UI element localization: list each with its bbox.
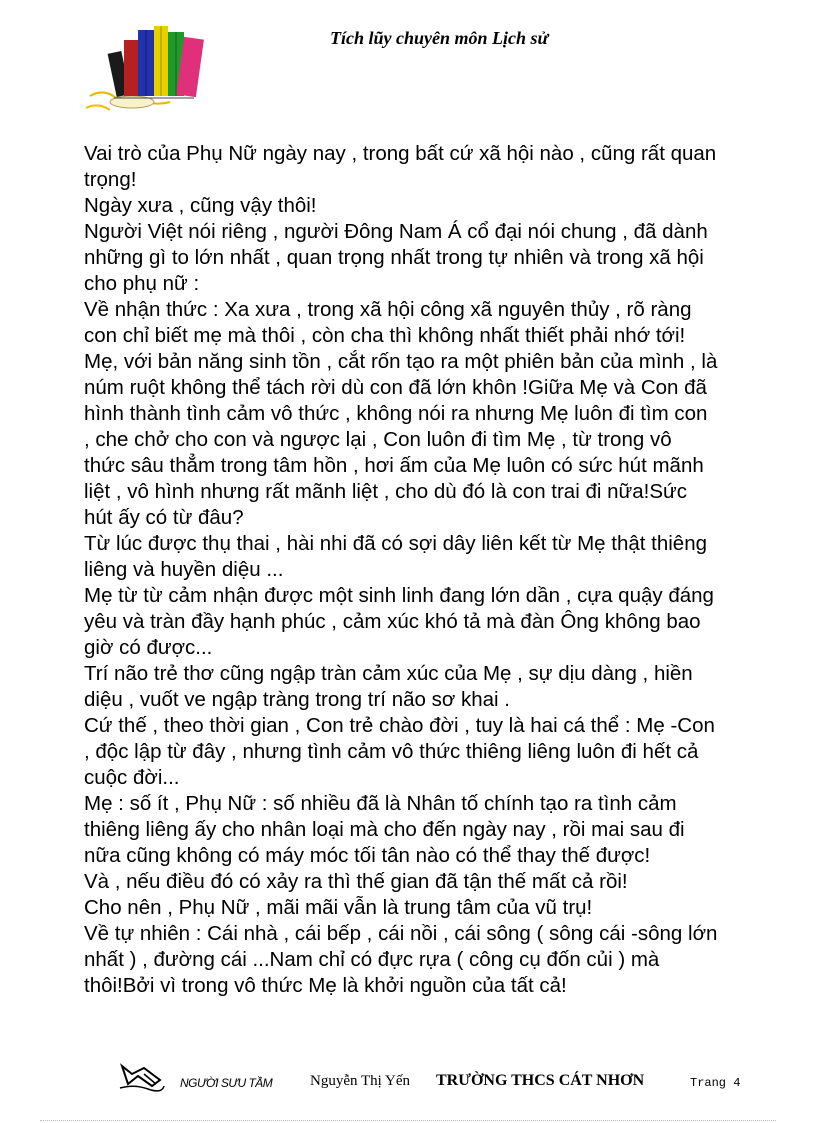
page-number: Trang 4 — [690, 1076, 741, 1090]
body-line: yêu và tràn đầy hạnh phúc , cảm xúc khó tả mà đàn Ông không bao — [84, 610, 701, 633]
body-line: Vai trò của Phụ Nữ ngày nay , trong bất cứ xã hội nào , cũng rất quan — [84, 142, 717, 165]
body-line: con chỉ biết mẹ mà thôi , còn cha thì không nhất thiết phải nhớ tới! — [84, 324, 686, 347]
body-line: cho phụ nữ : — [84, 272, 200, 295]
body-line: , che chở cho con và ngược lại , Con luôn đi tìm Mẹ , từ trong vô — [84, 428, 672, 451]
body-line: Về nhận thức : Xa xưa , trong xã hội công xã nguyên thủy , rõ ràng — [84, 298, 692, 321]
body-line: Mẹ : số ít , Phụ Nữ : số nhiều đã là Nhân tố chính tạo ra tình cảm — [84, 792, 677, 815]
body-line: cuộc đời... — [84, 766, 180, 789]
school-name: TRƯỜNG THCS CÁT NHƠN — [436, 1072, 645, 1089]
body-line: Trí não trẻ thơ cũng ngập tràn cảm xúc của Mẹ , sự dịu dàng , hiền — [84, 662, 693, 685]
body-line: Cứ thế , theo thời gian , Con trẻ chào đời , tuy là hai cá thể : Mẹ -Con — [84, 714, 715, 737]
body-line: những gì to lớn nhất , quan trọng nhất trong tự nhiên và trong xã hội — [84, 246, 704, 269]
body-line: Ngày xưa , cũng vậy thôi! — [84, 194, 317, 217]
body-line: liêng và huyền diệu ... — [84, 558, 284, 581]
page-footer — [118, 1056, 758, 1096]
books-icon — [84, 18, 208, 114]
body-line: thôi!Bởi vì trong vô thức Mẹ là khởi nguồn của tất cả! — [84, 974, 567, 997]
body-line: Mẹ từ từ cảm nhận được một sinh linh đang lớn dần , cựa quậy đáng — [84, 584, 714, 607]
body-line: , độc lập từ đây , nhưng tình cảm vô thức thiêng liêng luôn đi hết cả — [84, 740, 699, 763]
collector-label: NGƯỜI SƯU TẦM — [180, 1076, 273, 1090]
body-line: thức sâu thẳm trong tâm hồn , hơi ấm của Mẹ luôn có sức hút mãnh — [84, 454, 704, 477]
body-line: hình thành tình cảm vô thức , không nói ra nhưng Mẹ luôn đi tìm con — [84, 402, 708, 425]
body-line: Về tự nhiên : Cái nhà , cái bếp , cái nồi , cái sông ( sông cái -sông lớn — [84, 922, 718, 945]
body-line: Và , nếu điều đó có xảy ra thì thế gian đã tận thế mất cả rồi! — [84, 870, 628, 893]
body-line: Cho nên , Phụ Nữ , mãi mãi vẫn là trung tâm của vũ trụ! — [84, 896, 593, 919]
body-line: nhất ) , đường cái ...Nam chỉ có đực rựa ( công cụ đốn củi ) mà — [84, 948, 660, 971]
body-line: trọng! — [84, 168, 137, 191]
body-line: Người Việt nói riêng , người Đông Nam Á cổ đại nói chung , đã dành — [84, 220, 708, 243]
body-line: thiêng liêng ấy cho nhân loại mà cho đến ngày nay , rồi mai sau đi — [84, 818, 685, 841]
pen-writing-icon — [118, 1062, 166, 1092]
body-line: nữa cũng không có máy móc tối tân nào có thể thay thế được! — [84, 844, 651, 867]
body-line: liệt , vô hình nhưng rất mãnh liệt , cho dù đó là con trai đi nữa!Sức — [84, 480, 687, 503]
article-body — [84, 141, 760, 999]
body-line: Mẹ, với bản năng sinh tồn , cắt rốn tạo ra một phiên bản của mình , là — [84, 350, 718, 373]
body-line: núm ruột không thể tách rời dù con đã lớn khôn !Giữa Mẹ và Con đã — [84, 376, 707, 399]
body-line: Từ lúc được thụ thai , hài nhi đã có sợi dây liên kết từ Mẹ thật thiêng — [84, 532, 708, 555]
page-header-title: Tích lũy chuyên môn Lịch sử — [330, 28, 549, 48]
author-name: Nguyễn Thị Yến — [310, 1073, 410, 1089]
body-line: giờ có được... — [84, 636, 213, 659]
body-line: diệu , vuốt ve ngập tràng trong trí não sơ khai . — [84, 688, 510, 711]
page-edge-divider — [40, 1120, 776, 1121]
body-line: hút ấy có từ đâu? — [84, 506, 244, 529]
